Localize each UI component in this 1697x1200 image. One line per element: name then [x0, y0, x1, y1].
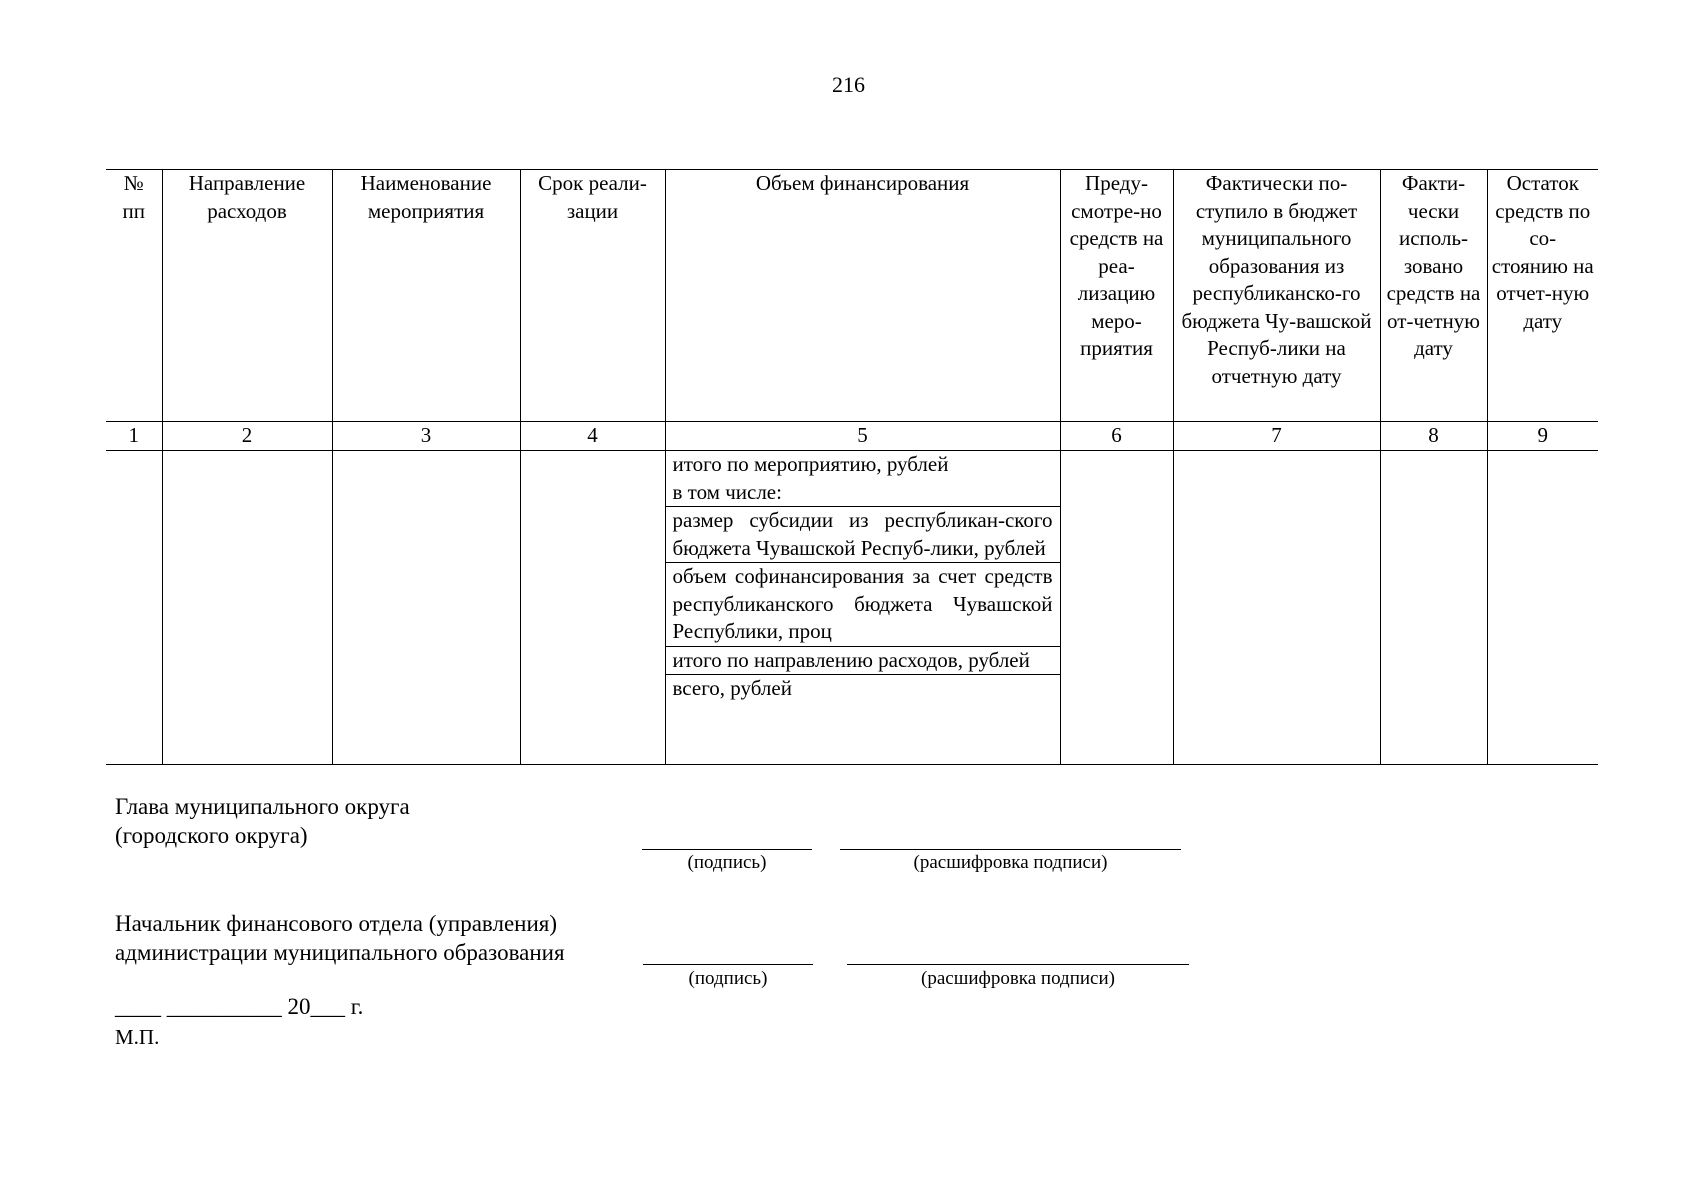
head-decryption-line — [840, 849, 1181, 850]
column-number: 4 — [520, 422, 665, 451]
empty-cell-remaining-funds — [1487, 451, 1598, 765]
financing-line-text: итого по мероприятию, рублей — [672, 452, 949, 476]
table-header-row — [106, 170, 1598, 422]
finance-title-line: администрации муниципального образования — [115, 940, 565, 965]
page-number: 216 — [832, 72, 865, 97]
header-expense-direction: Направление расходов — [162, 170, 332, 422]
header-financing-volume: Объем финансирования — [665, 170, 1060, 422]
head-signatory-title — [115, 792, 410, 850]
table-body-row — [106, 451, 1598, 765]
header-actually-received: Фактически по-ступило в бюджет муниципального образования из республиканско-го бюджета Чу-вашской Респуб-лики на отчетную дату — [1173, 170, 1380, 422]
header-number: № пп — [106, 170, 162, 422]
empty-cell-implementation-period — [520, 451, 665, 765]
empty-cell-expense-direction — [162, 451, 332, 765]
finance-title-line: Начальник финансового отдела (управления) — [115, 911, 558, 936]
column-number: 5 — [665, 422, 1060, 451]
header-planned-funds: Преду-смотре-но средств на реа-лизацию меро-приятия — [1060, 170, 1173, 422]
empty-cell-actually-received — [1173, 451, 1380, 765]
finance-signature-caption: (подпись) — [688, 968, 768, 989]
head-title-line: (городского округа) — [115, 823, 308, 848]
head-signature-line — [642, 849, 812, 850]
column-number: 7 — [1173, 422, 1380, 451]
financing-lines — [666, 451, 1060, 764]
header-implementation-period: Срок реали-зации — [520, 170, 665, 422]
finance-decryption-caption: (расшифровка подписи) — [921, 968, 1115, 989]
stamp-placeholder: М.П. — [115, 1025, 160, 1049]
finance-signatory-title — [115, 909, 565, 967]
header-remaining-funds: Остаток средств по со-стоянию на отчет-ную дату — [1487, 170, 1598, 422]
financing-line-total-event — [666, 451, 1060, 506]
column-number-row — [106, 422, 1598, 451]
column-number: 9 — [1487, 422, 1598, 451]
financing-report-table — [106, 169, 1598, 765]
header-event-name: Наименование мероприятия — [332, 170, 520, 422]
column-number: 3 — [332, 422, 520, 451]
column-number: 2 — [162, 422, 332, 451]
finance-decryption-line — [847, 964, 1189, 965]
empty-cell-event-name — [332, 451, 520, 765]
head-title-line: Глава муниципального округа — [115, 794, 410, 819]
financing-line-grand-total: всего, рублей — [666, 674, 1060, 764]
head-decryption-caption: (расшифровка подписи) — [913, 852, 1108, 873]
header-actually-used: Факти-чески исполь-зовано средств на от-четную дату — [1380, 170, 1487, 422]
empty-cell-planned-funds — [1060, 451, 1173, 765]
date-line: ____ __________ 20___ г. — [115, 994, 364, 1019]
financing-volume-cell — [665, 451, 1060, 765]
financing-line-text: в том числе: — [672, 479, 782, 504]
empty-cell-actually-used — [1380, 451, 1487, 765]
head-signature-caption: (подпись) — [687, 852, 767, 873]
column-number: 6 — [1060, 422, 1173, 451]
column-number: 1 — [106, 422, 162, 451]
empty-cell-number — [106, 451, 162, 765]
financing-line-cofinancing: объем софинансирования за счет средств республиканского бюджета Чувашской Республики, проц — [666, 562, 1060, 646]
column-number: 8 — [1380, 422, 1487, 451]
financing-line-total-direction: итого по направлению расходов, рублей — [666, 646, 1060, 675]
finance-signature-line — [643, 964, 813, 965]
financing-line-subsidy: размер субсидии из республикан-ского бюджета Чувашской Респуб-лики, рублей — [666, 506, 1060, 562]
